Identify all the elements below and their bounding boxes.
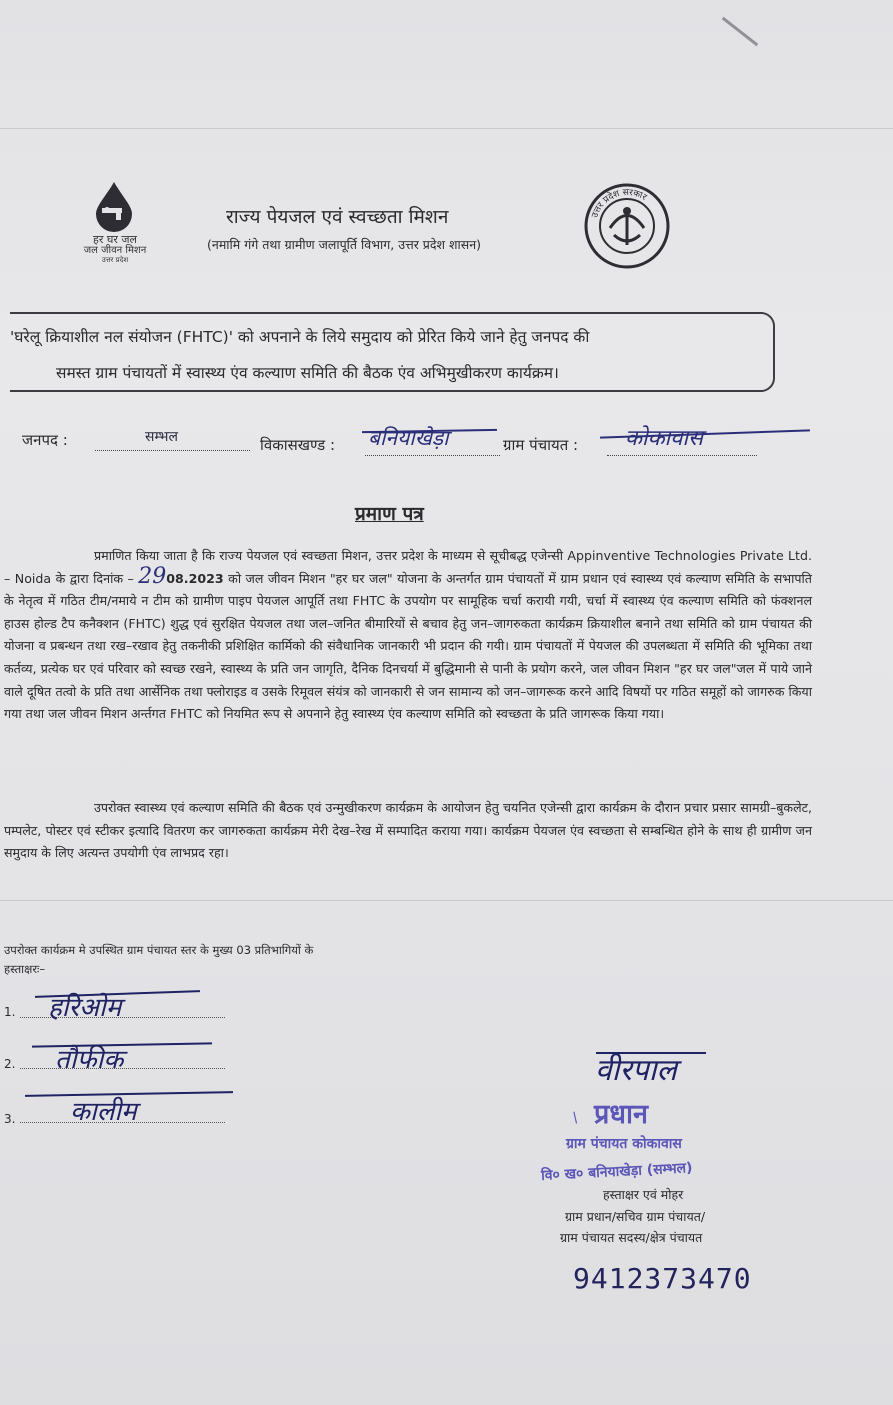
sign-and-seal-label: हस्ताक्षर एवं मोहर — [603, 1187, 684, 1202]
up-government-seal-icon — [584, 183, 670, 269]
stamp-tick: / — [569, 1109, 582, 1127]
logo-text-line2: जल जीवन मिशन — [83, 245, 147, 256]
paragraph-1-after-date: को जल जीवन मिशन "हर घर जल" योजना के अन्तर्गत ग्राम पंचायतों में ग्राम प्रधान एवं स्वास्थ्य एवं कल्याण समिति के सभापति के नेतृत्व में गठित टीम/नमाये न टीम को ग्रामीण पाइप पेयजल आपूर्ति तथा FHTC के उपयोग पर सामूहिक चर्चा करायी गयी, चर्चा में स्वास्थ्य एंव कल्याण समिति को फंक्शनल हाउस होल्ड टैप कनैक्शन (FHTC) शुद्ध एवं सुरक्षित पेयजल तथा जल–जनित बीमारियों से बचाव हेतु जन–जागरुकता कार्यक्रम क्रियाशील बनाने तथा समिति को ग्राम पंचायत की योजना व प्रबन्धन तथा रख–रखाव हेतु तकनीकी प्रशिक्षित कार्मिको की संवैधानिक जानकारी भी प्रदान की गयी। ग्राम पंचायतों में पेयजल की उपलब्धता में समिति की भूमिका तथा कर्तव्य, प्रत्येक घर एवं परिवार को स्वच्छ रखने, स्वास्थ्य के प्रति जन जागृति, दैनिक दिनचर्या में बुद्धिमानी से पानी के प्रयोग करने, जल जीवन मिशन "हर घर जल"जल में पाये जाने वाले दूषित तत्वो के प्रति तथा आर्सेनिक तथा फ्लोराइड व उसके रिमूवल संयंत्र को जानकारी से जन सामान्य को जन–जागरूक करने आदि विषयों पर गठित समूहों को जागरुक किया गया तथा जल जीवन मिशन अर्न्तगत FHTC को नियमित रूप से अपनाने हेतु स्वास्थ्य एंव कल्याण समिति को स्वच्छता के प्रति जागरूक किया गया। — [4, 570, 812, 722]
participant-number: 3. — [4, 1112, 16, 1126]
date-month-year: 08.2023 — [166, 570, 224, 586]
janpad-label: जनपद : — [22, 431, 68, 449]
participant-number: 2. — [4, 1057, 16, 1071]
vikaskhand-field-line — [365, 455, 500, 456]
janpad-value: सम्भल — [145, 429, 178, 445]
gram-panchayat-value: कोकावास — [625, 426, 703, 451]
banner-line-1: 'घरेलू क्रियाशील नल संयोजन (FHTC)' को अपनाने के लिये समुदाय को प्रेरित किये जाने हेतु जनपद की — [10, 328, 590, 346]
participants-intro: उपरोक्त कार्यक्रम मे उपस्थित ग्राम पंचायत स्तर के मुख्य 03 प्रतिभागियों के — [4, 943, 314, 957]
signatory-role-line-2: ग्राम पंचायत सदस्य/क्षेत्र पंचायत — [560, 1230, 703, 1245]
certificate-paragraph-2 — [4, 797, 812, 865]
participant-signature-1: हरिओम — [48, 993, 122, 1023]
water-drop-tap-icon — [92, 180, 136, 232]
participants-signature-label: हस्ताक्षरः– — [4, 962, 46, 976]
gram-panchayat-label: ग्राम पंचायत : — [503, 436, 579, 454]
stamp-line-1: ग्राम पंचायत कोकावास — [566, 1136, 682, 1152]
paragraph-1-before-date: प्रमाणित किया जाता है कि राज्य पेयजल एवं स्वच्छता मिशन, उत्तर प्रदेश के माध्यम से सूचीबद्ध एजेन्सी Appinventive Technologies Private Ltd. – Noida के द्वारा दिनांक – — [4, 548, 812, 586]
stamp-title: प्रधान — [594, 1099, 648, 1130]
logo-text-line1: हर घर जल — [93, 233, 137, 246]
date-day-handwritten: 29 — [138, 563, 167, 589]
signatory-role-line-1: ग्राम प्रधान/सचिव ग्राम पंचायत/ — [565, 1209, 706, 1224]
participant-signature-2: तौफीक — [55, 1045, 124, 1075]
banner-line-2: समस्त ग्राम पंचायतों में स्वास्थ्य एंव कल्याण समिति की बैठक एंव अभिमुखीकरण कार्यक्रम। — [56, 364, 559, 382]
janpad-field-line — [95, 450, 250, 451]
gram-panchayat-field-line — [607, 455, 757, 456]
certificate-paragraph-1 — [4, 545, 812, 726]
svg-text:उत्तर प्रदेश सरकार — [590, 188, 648, 219]
stamp-line-2: वि० ख० बनियाखेड़ा (सम्भल) — [540, 1160, 693, 1184]
participant-number: 1. — [4, 1005, 16, 1019]
seal-text: उत्तर प्रदेश सरकार — [590, 187, 649, 220]
paper-crease — [0, 128, 893, 129]
vikaskhand-label: विकासखण्ड : — [260, 436, 336, 454]
handwriting-stroke — [596, 1052, 706, 1054]
organization-title: राज्य पेयजल एवं स्वच्छता मिशन — [226, 206, 449, 228]
vikaskhand-value: बनियाखेड़ा — [368, 426, 449, 450]
paper-crease — [0, 900, 893, 901]
logo-text-line3: उत्तर प्रदेश — [101, 256, 129, 264]
paragraph-2-text: उपरोक्त स्वास्थ्य एवं कल्याण समिति की बैठक एवं उन्मुखीकरण कार्यक्रम के आयोजन हेतु चयनित एजेन्सी द्वारा कार्यक्रम के दौरान प्रचार प्रसार सामग्री–बुकलेट, पम्पलेट, पोस्टर एवं स्टीकर इत्यादि वितरण कर जागरुकता कार्यक्रम मेरी देख–रेख में सम्पादित कराया गया। कार्यक्रम पेयजल एंव स्वच्छता से सम्बन्धित होने के साथ ही ग्रामीण जन समुदाय के लिए अत्यन्त उपयोगी एंव लाभप्रद रहा। — [4, 800, 812, 861]
har-ghar-jal-logo — [70, 180, 160, 264]
handwritten-phone-number: 9412373470 — [573, 1262, 752, 1295]
participant-signature-3: कालीम — [70, 1097, 137, 1127]
pradhan-signature: वीरपाल — [595, 1053, 677, 1088]
organization-subtitle: (नमामि गंगे तथा ग्रामीण जलापूर्ति विभाग, उत्तर प्रदेश शासन) — [207, 237, 482, 252]
certificate-title: प्रमाण पत्र — [355, 503, 424, 525]
paper-mark — [722, 17, 759, 46]
